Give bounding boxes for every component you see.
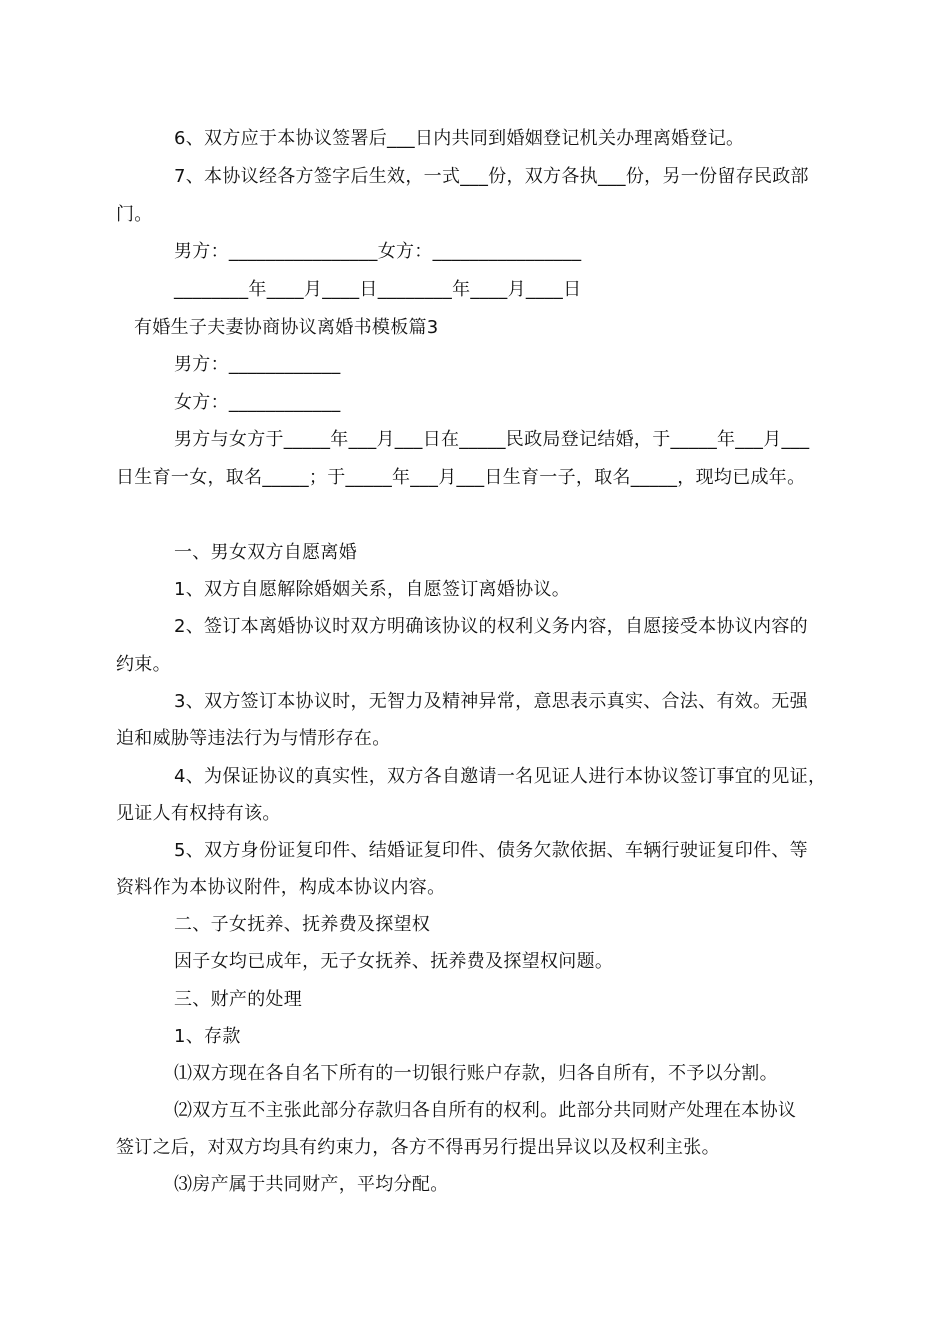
marriage-statement-continued: 日生育一女，取名_____；于_____年___月___日生育一子，取名_____，现均已成年。	[116, 467, 806, 488]
item-2-continued: 约束。	[116, 654, 171, 675]
deposit-item-1: ⑴双方现在各自名下所有的一切银行账户存款，归各自所有，不予以分割。	[174, 1063, 778, 1084]
item-1: 1、双方自愿解除婚姻关系，自愿签订离婚协议。	[174, 579, 571, 600]
item-4-continued: 见证人有权持有该。	[116, 803, 281, 824]
item-3: 3、双方签订本协议时，无智力及精神异常，意思表示真实、合法、有效。无强	[174, 691, 808, 712]
heading-child-support: 二、子女抚养、抚养费及探望权	[174, 914, 431, 935]
item-2: 2、签订本离婚协议时双方明确该协议的权利义务内容，自愿接受本协议内容的	[174, 616, 808, 637]
deposit-item-2-continued: 签订之后，对双方均具有约束力，各方不得再另行提出异议以及权利主张。	[116, 1137, 720, 1158]
deposit-item-2: ⑵双方互不主张此部分存款归各自所有的权利。此部分共同财产处理在本协议	[174, 1100, 797, 1121]
party-female: 女方：____________	[174, 392, 341, 413]
heading-property: 三、财产的处理	[174, 989, 303, 1010]
date-line: ________年____月____日________年____月____日	[174, 279, 582, 300]
section-title: 有婚生子夫妻协商协议离婚书模板篇3	[134, 317, 439, 338]
item-4: 4、为保证协议的真实性，双方各自邀请一名见证人进行本协议签订事宜的见证，	[174, 766, 827, 787]
subheading-deposits: 1、存款	[174, 1026, 241, 1047]
deposit-item-3: ⑶房产属于共同财产，平均分配。	[174, 1174, 449, 1195]
item-5-continued: 资料作为本协议附件，构成本协议内容。	[116, 877, 446, 898]
heading-voluntary-divorce: 一、男女双方自愿离婚	[174, 542, 357, 563]
marriage-statement: 男方与女方于_____年___月___日在_____民政局登记结婚，于_____年___月___	[174, 429, 810, 450]
signature-line: 男方：________________女方：________________	[174, 241, 582, 262]
item-3-continued: 迫和威胁等违法行为与情形存在。	[116, 728, 391, 749]
party-male: 男方：____________	[174, 354, 341, 375]
item-5: 5、双方身份证复印件、结婚证复印件、债务欠款依据、车辆行驶证复印件、等	[174, 840, 808, 861]
clause-7: 7、本协议经各方签字后生效，一式___份，双方各执___份，另一份留存民政部	[174, 166, 809, 187]
child-support-text: 因子女均已成年，无子女抚养、抚养费及探望权问题。	[174, 951, 614, 972]
clause-6: 6、双方应于本协议签署后___日内共同到婚姻登记机关办理离婚登记。	[174, 128, 745, 149]
clause-7-continued: 门。	[116, 204, 153, 225]
